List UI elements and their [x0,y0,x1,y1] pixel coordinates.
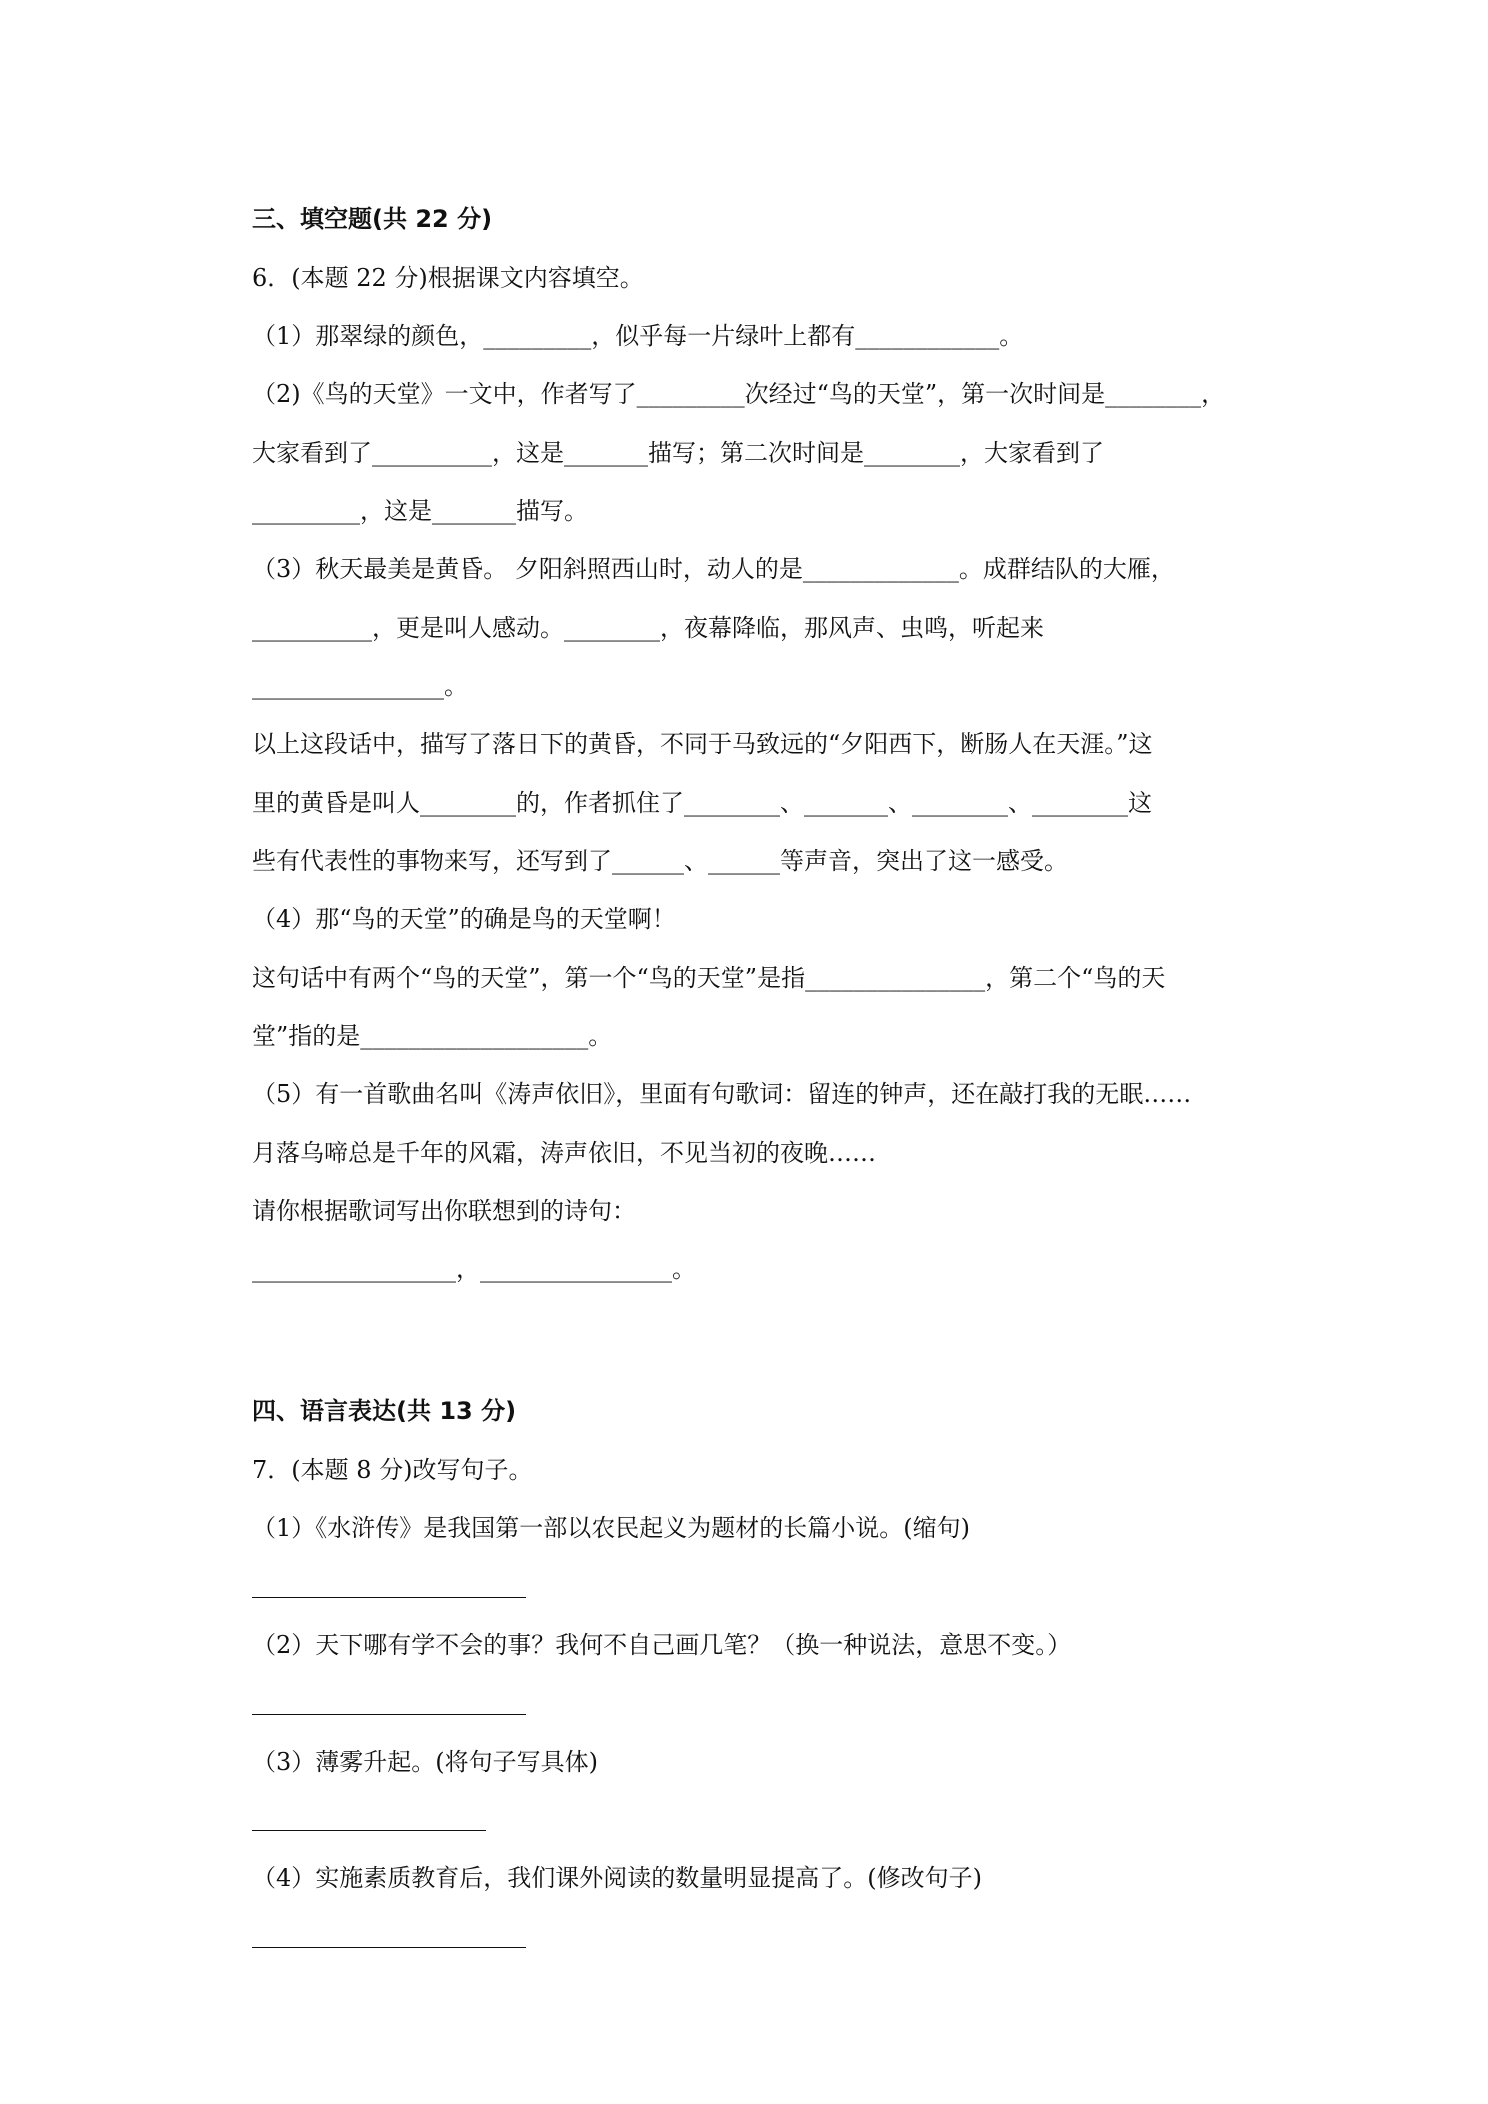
q7-item1: （1）《水浒传》是我国第一部以农民起义为题材的长篇小说。(缩句) [252,1514,970,1542]
q6-part3-line6: 些有代表性的事物来写，还写到了______、______等声音，突出了这一感受。 [252,847,1068,875]
q6-part4-line3: 堂”指的是___________________。 [252,1022,613,1050]
q6-part5-line4: _________________，________________。 [252,1255,696,1283]
question-7-stem: 7．(本题 8 分)改写句子。 [252,1456,533,1484]
q6-part3-line4: 以上这段话中，描写了落日下的黄昏，不同于马致远的“夕阳西下，断肠人在天涯。”这 [252,730,1153,758]
q6-part3-line3: ________________。 [252,672,468,700]
q7-item2: （2）天下哪有学不会的事？我何不自己画几笔？（换一种说法，意思不变。） [252,1631,1072,1659]
answer-line-2 [252,1714,526,1715]
q6-part3-line1: （3）秋天最美是黄昏。 夕阳斜照西山时，动人的是_____________。成群结队的大雁， [252,555,1175,583]
q6-part2-line3: _________，这是_______描写。 [252,497,588,525]
q6-part5-line1: （5）有一首歌曲名叫《涛声依旧》，里面有句歌词：留连的钟声，还在敲打我的无眠…… [252,1080,1192,1108]
section-3-heading: 三、填空题(共 22 分) [252,205,493,233]
q6-part1: （1）那翠绿的颜色，_________，似乎每一片绿叶上都有____________。 [252,322,1024,350]
question-6-stem: 6．(本题 22 分)根据课文内容填空。 [252,264,644,292]
q7-item3: （3）薄雾升起。(将句子写具体) [252,1748,598,1776]
q6-part5-line3: 请你根据歌词写出你联想到的诗句： [252,1197,636,1225]
q6-part5-line2: 月落乌啼总是千年的风霜，涛声依旧，不见当初的夜晚…… [252,1139,876,1167]
q7-item4: （4）实施素质教育后，我们课外阅读的数量明显提高了。(修改句子) [252,1864,982,1892]
q6-part4-line2: 这句话中有两个“鸟的天堂”，第一个“鸟的天堂”是指_______________，第二个“鸟的天 [252,964,1166,992]
q6-part3-line5: 里的黄昏是叫人________的，作者抓住了________、_______、________、________这 [252,789,1152,817]
q6-part2-line1: （2)《鸟的天堂》一文中，作者写了_________次经过“鸟的天堂”，第一次时间是________， [252,380,1226,408]
answer-line-1 [252,1597,526,1598]
answer-line-3 [252,1830,486,1831]
q6-part4-line1: （4）那“鸟的天堂”的确是鸟的天堂啊！ [252,905,676,933]
answer-line-4 [252,1947,526,1948]
q6-part3-line2: __________，更是叫人感动。________，夜幕降临，那风声、虫鸣，听起来 [252,614,1044,642]
q6-part2-line2: 大家看到了__________，这是_______描写；第二次时间是________，大家看到了 [252,439,1104,467]
section-4-heading: 四、语言表达(共 13 分) [252,1397,517,1425]
